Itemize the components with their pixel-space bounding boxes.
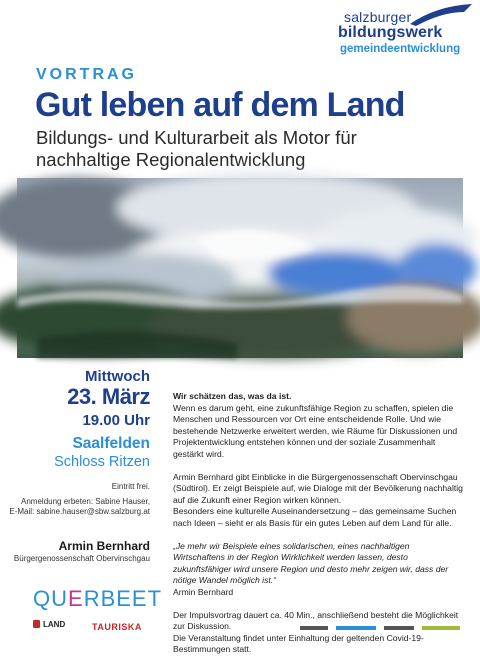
event-time: 19.00 Uhr xyxy=(82,412,150,429)
body-lead: Wir schätzen das, was da ist. xyxy=(173,391,292,401)
tauriska-logo: TAURISKA xyxy=(92,622,142,632)
event-details xyxy=(0,366,150,566)
logo-line-3: gemeindeentwicklung xyxy=(340,43,461,55)
event-city: Saalfelden xyxy=(72,435,150,452)
body-closing-2: Die Veranstaltung findet unter Einhaltung der geltenden Covid-19-Bestimmungen statt. xyxy=(173,632,424,654)
body-paragraph-3: Besonders eine kulturelle Auseinandersetzung – das gemeinsame Suchen nach Ideen – sieht er als Basis für ein gutes Leben auf dem Land für alle. xyxy=(173,506,457,528)
photo-image-icon xyxy=(17,178,463,358)
event-venue: Schloss Ritzen xyxy=(54,454,150,470)
registration-contact: Anmeldung erbeten: Sabine Hauser, xyxy=(21,497,150,506)
land-logo-text: LAND xyxy=(43,620,66,629)
speaker-org: Bürgergenossenschaft Obervinschgau xyxy=(13,554,150,563)
kicker: VORTRAG xyxy=(36,66,137,83)
coat-of-arms-icon xyxy=(33,620,40,628)
querbeet-part-1: QU xyxy=(33,586,68,611)
body-quote: „Je mehr wir Beispiele eines solidarischen, eines nachhaltigen Wirtschaftens in der Region Wirklichkeit werden lassen, desto zukunftsfähiger wird unsere Region und desto mehr zeigen wir, dass der nötige Wandel möglich ist.“ xyxy=(173,540,449,585)
body-paragraph-1: Wenn es darum geht, eine zukunftsfähige Region zu schaffen, spielen die Menschen und Ressourcen vor Ort eine entscheidende Rolle. Und wie bestehende Netzwerke erweitert werden, wie Räume für Diskussionen und Projektentwicklung entstehen können und der soziale Zusammenhalt gestärkt wird. xyxy=(173,402,458,459)
page-subtitle: Bildungs- und Kulturarbeit als Motor für nachhaltige Regionalentwicklung xyxy=(36,127,357,170)
logo-line-2: bildungswerk xyxy=(338,24,443,41)
querbeet-part-2: E xyxy=(68,586,84,611)
querbeet-logo xyxy=(33,586,162,612)
registration-email: E-Mail: sabine.hauser@sbw.salzburg.at xyxy=(9,507,150,516)
querbeet-part-3: RBEET xyxy=(83,586,163,611)
salzburger-bildungswerk-logo xyxy=(338,6,473,56)
body-text xyxy=(173,391,463,667)
speaker-name: Armin Bernhard xyxy=(58,539,150,553)
page-title: Gut leben auf dem Land xyxy=(35,86,405,124)
event-day: Mittwoch xyxy=(85,368,150,385)
logo-line-1: salzburger xyxy=(344,9,412,25)
body-paragraph-2: Armin Bernhard gibt Einblicke in die Bürgergenossenschaft Obervinschgau (Südtirol). Er zeigt Beispiele auf, wie Dialoge mit der Bevölkerung nachhaltig auf die Zukunft einer Region wirken können. xyxy=(173,471,463,505)
event-date: 23. März xyxy=(67,384,150,409)
land-logo xyxy=(33,620,65,629)
body-closing-1: Der Impulsvortrag dauert ca. 40 Min., anschließend besteht die Möglichkeit zur Diskussion. xyxy=(173,609,459,631)
body-quote-author: Armin Bernhard xyxy=(173,586,234,597)
event-entry: Eintritt frei. xyxy=(111,482,150,491)
header-photo xyxy=(17,178,463,358)
